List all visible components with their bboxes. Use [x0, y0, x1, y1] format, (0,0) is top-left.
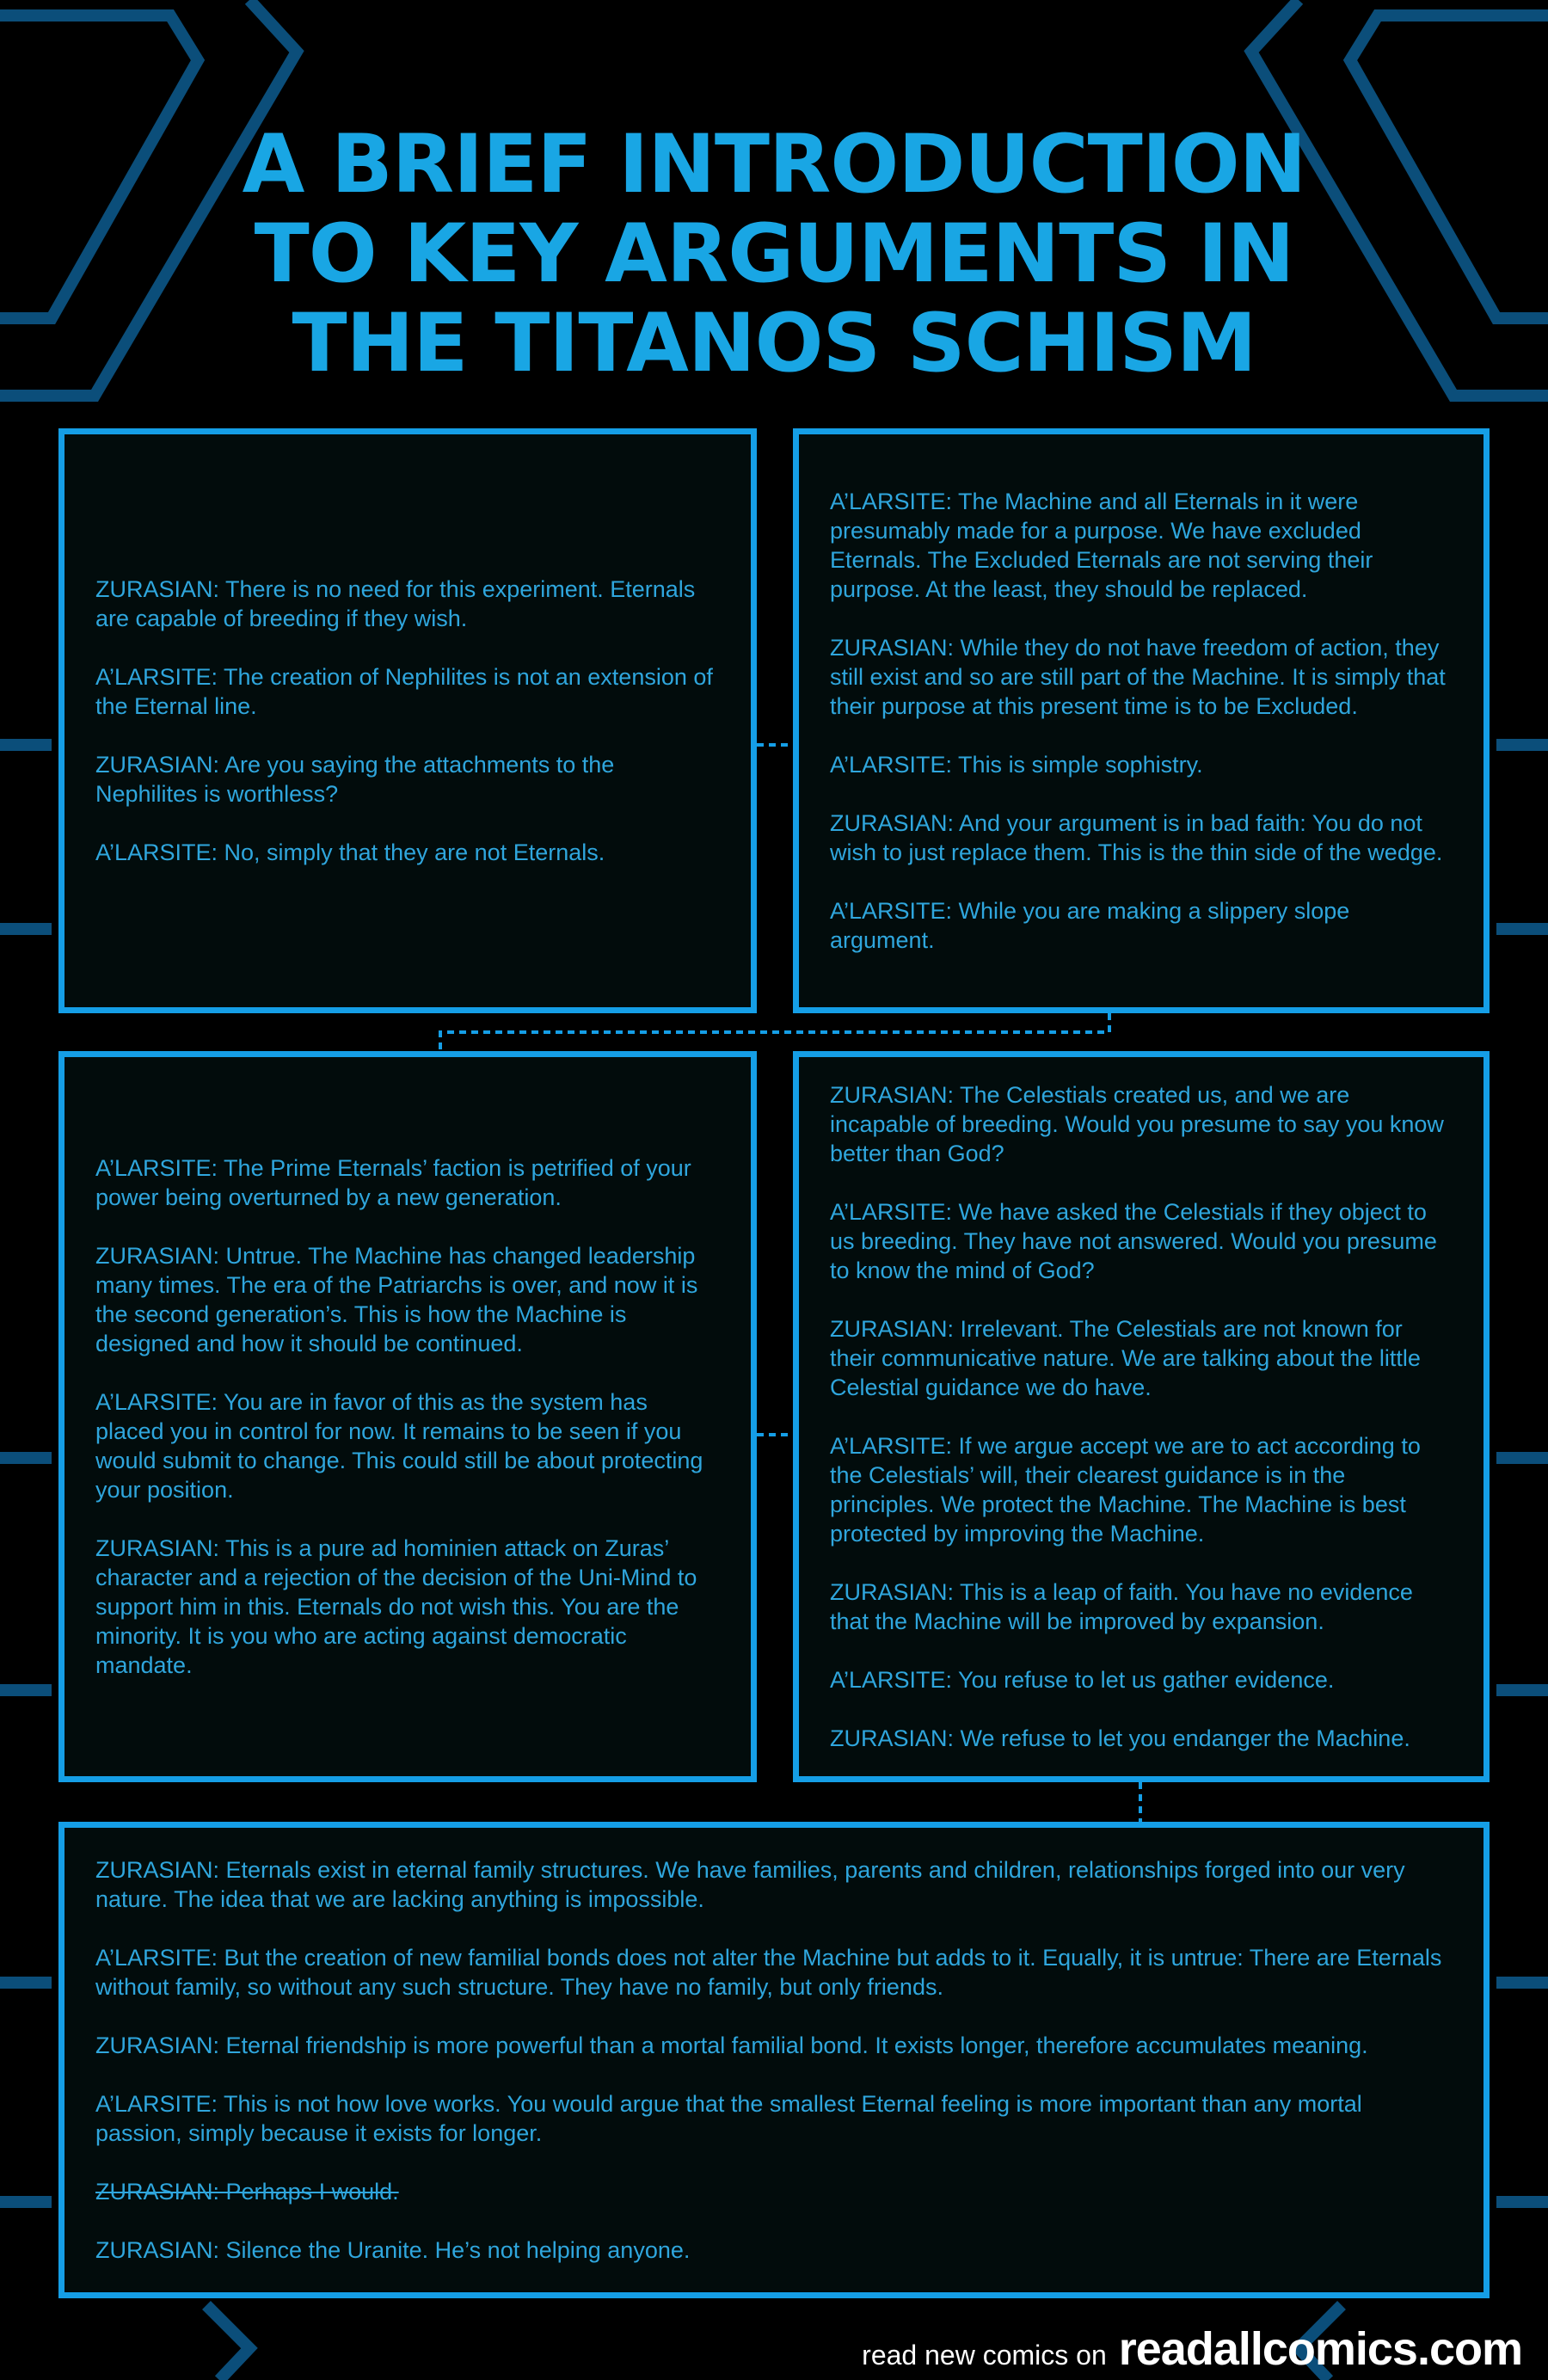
dialogue-line: A’LARSITE: No, simply that they are not Eternals.	[95, 839, 605, 865]
argument-panel-5	[58, 1822, 1490, 2298]
dialogue-line: A’LARSITE: This is not how love works. You would argue that the smallest Eternal feeling is more important than any mortal passion, simply because it exists for longer.	[95, 2091, 1362, 2146]
dialogue-line: ZURASIAN: And your argument is in bad faith: You do not wish to just replace them. This is the thin side of the wedge.	[830, 810, 1443, 865]
dialogue-line: ZURASIAN: There is no need for this experiment. Eternals are capable of breeding if they wish.	[95, 576, 696, 631]
dialogue-line: ZURASIAN: Irrelevant. The Celestials are not known for their communicative nature. We are talking about the little Celestial guidance we do have.	[830, 1316, 1421, 1400]
dialogue-line: ZURASIAN: Eternal friendship is more powerful than a mortal familial bond. It exists longer, therefore accumulates meaning.	[95, 2033, 1368, 2058]
dialogue-line: ZURASIAN: This is a leap of faith. You have no evidence that the Machine will be improved by expansion.	[830, 1579, 1413, 1634]
dialogue-line: ZURASIAN: Eternals exist in eternal family structures. We have families, parents and children, relationships forged into our very nature. The idea that we are lacking anything is impossible.	[95, 1857, 1405, 1912]
dialogue-line: A’LARSITE: The creation of Nephilites is not an extension of the Eternal line.	[95, 664, 713, 719]
dialogue-line: ZURASIAN: While they do not have freedom of action, they still exist and so are still part of the Machine. It is simply that their purpose at this present time is to be Excluded.	[830, 635, 1446, 719]
dialogue-line: ZURASIAN: This is a pure ad hominien attack on Zuras’ character and a rejection of the decision of the Uni-Mind to support him in this. Eternals do not wish this. You are the minority. It is you who are acting against democratic mandate.	[95, 1535, 697, 1678]
argument-panel-2	[793, 428, 1490, 1013]
dialogue-line: A’LARSITE: We have asked the Celestials if they object to us breeding. They have not answered. Would you presume to know the mind of God?	[830, 1199, 1437, 1283]
dialogue-line: A’LARSITE: While you are making a slippery slope argument.	[830, 898, 1350, 953]
title-line-1: A BRIEF INTRODUCTION	[242, 118, 1306, 212]
argument-panel-3	[58, 1051, 757, 1782]
dialogue-line: A’LARSITE: You are in favor of this as the system has placed you in control for now. It remains to be seen if you would submit to change. This could still be about protecting your position.	[95, 1389, 703, 1503]
argument-panel-4	[793, 1051, 1490, 1782]
footer-brand-link[interactable]: readallcomics.com	[1118, 2323, 1522, 2375]
argument-panel-1	[58, 428, 757, 1013]
dialogue-line: ZURASIAN: The Celestials created us, and we are incapable of breeding. Would you presume to say you know better than God?	[830, 1082, 1444, 1166]
dialogue-line: A’LARSITE: The Machine and all Eternals in it were presumably made for a purpose. We have excluded Eternals. The Excluded Eternals are not serving their purpose. At the least, they should be replaced.	[830, 489, 1373, 602]
footer-prefix: read new comics on	[862, 2340, 1107, 2371]
title-line-2: TO KEY ARGUMENTS IN	[254, 207, 1294, 301]
dialogue-line: A’LARSITE: The Prime Eternals’ faction is petrified of your power being overturned by a new generation.	[95, 1155, 691, 1210]
dialogue-line: A’LARSITE: You refuse to let us gather evidence.	[830, 1667, 1335, 1693]
dialogue-line: A’LARSITE: But the creation of new familial bonds does not alter the Machine but adds to it. Equally, it is untrue: There are Eternals without family, so without any such structure. They have no family, but only friends.	[95, 1945, 1442, 2000]
struck-dialogue-line: ZURASIAN: Perhaps I would.	[95, 2179, 399, 2205]
dialogue-line: ZURASIAN: We refuse to let you endanger the Machine.	[830, 1725, 1410, 1751]
watermark-footer	[862, 2322, 1522, 2374]
title-line-3: THE TITANOS SCHISM	[292, 297, 1256, 391]
page-title	[0, 120, 1548, 389]
dialogue-line: ZURASIAN: Are you saying the attachments to the Nephilites is worthless?	[95, 752, 615, 807]
dialogue-line: A’LARSITE: If we argue accept we are to act according to the Celestials’ will, their clearest guidance is in the principles. We protect the Machine. The Machine is best protected by improving the Machine.	[830, 1433, 1421, 1547]
dialogue-line: A’LARSITE: This is simple sophistry.	[830, 752, 1203, 778]
dialogue-line: ZURASIAN: Silence the Uranite. He’s not helping anyone.	[95, 2237, 691, 2263]
dialogue-line: ZURASIAN: Untrue. The Machine has changed leadership many times. The era of the Patriarchs is over, and now it is the second generation’s. This is how the Machine is designed and how it should be continued.	[95, 1243, 698, 1356]
